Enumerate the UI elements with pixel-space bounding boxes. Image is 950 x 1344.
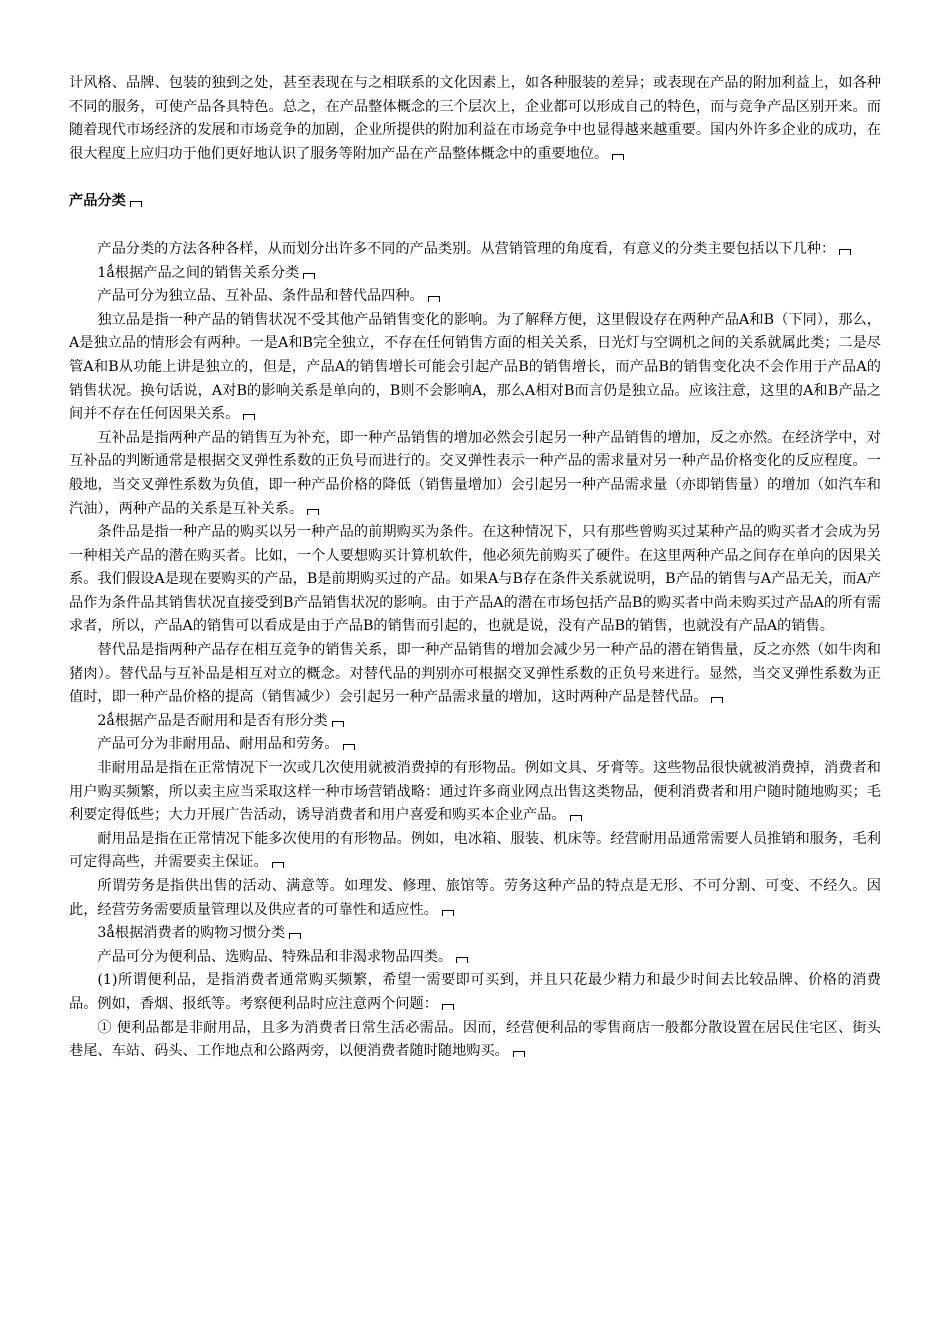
paragraph: 条件品是指一种产品的购买以另一种产品的前期购买为条件。在这种情况下，只有那些曾购买过某种产品的购买者才会成为另一种相关产品的潜在购买者。比如，一个人要想购买计算机软件，他必须先前购买了硬件。在这里两种产品之间存在单向的因果关系。我们假设A是现在要购买的产品，B是前期购买过的产品。如果A与B存在条件关系就说明，B产品的销售与A产品无关，而A产品作为条件品其销售状况直接受到B产品销售状况的影响。由于产品A的潜在市场包括产品B的购买者中尚未购买过产品A的所有需求者，所以，产品A的销售可以看成是由于产品B的销售而引起的，也就是说，没有产品B的销售，也就没有产品A的销售。 <box>69 524 881 635</box>
paragraph-mark-icon <box>442 1004 454 1010</box>
paragraph: 所谓劳务是指供出售的活动、满意等。如理发、修理、旅馆等。劳务这种产品的特点是无形、不可分割、可变、不经久。因此，经营劳务需要质量管理以及供应者的可靠性和适应性。 <box>69 878 881 918</box>
paragraph: 替代品是指两种产品存在相互竞争的销售关系，即一种产品销售的增加会减少另一种产品的潜在销售量，反之亦然（如牛肉和猪肉）。替代品与互补品是相互对立的概念。对替代品的判别亦可根据交叉弹性系数的正负号来进行。显然，当交叉弹性系数为正值时，即一种产品价格的提高（销售减少）会引起另一种产品需求量的增加，这时两种产品是替代品。 <box>69 642 881 706</box>
paragraph-mark-icon <box>272 862 284 868</box>
paragraph-mark-icon <box>839 249 851 255</box>
paragraph: 产品分类的方法各种各样，从而划分出许多不同的产品类别。从营销管理的角度看，有意义的分类主要包括以下几种： <box>69 238 881 262</box>
paragraph-mark-icon <box>456 957 468 963</box>
paragraph-mark-icon <box>289 933 301 939</box>
paragraph: 独立品是指一种产品的销售状况不受其他产品销售变化的影响。为了解释方便，这里假设存在两种产品A和B（下同），那么，A是独立品的情形会有两种。一是A和B完全独立，不存在任何销售方面的相关关系，日光灯与空调机之间的关系就属此类；二是尽管A和B从功能上讲是独立的，但是，产品A的销售增长可能会引起产品B的销售增长，而产品B的销售变化决不会作用于产品A的销售状况。换句话说，A对B的影响关系是单向的，B则不会影响A，那么A相对B而言仍是独立品。应该注意，这里的A和B产品之间并不存在任何因果关系。 <box>69 311 881 423</box>
paragraph-mark-icon <box>428 296 440 302</box>
document-page <box>69 72 881 1064</box>
subheading: 2ǻ根据产品是否耐用和是否有形分类 <box>69 710 881 734</box>
paragraph-mark-icon <box>243 414 255 420</box>
paragraph-mark-icon <box>303 273 315 279</box>
subheading: 1ǻ根据产品之间的销售关系分类 <box>69 262 881 286</box>
paragraph-mark-icon <box>513 1051 525 1057</box>
paragraph-mark-icon <box>711 697 723 703</box>
paragraph-mark-icon <box>307 509 319 515</box>
paragraph-mark-icon <box>332 721 344 727</box>
paragraph-mark-icon <box>612 154 624 160</box>
paragraph: ① 便利品都是非耐用品，且多为消费者日常生活必需品。因而，经营便利品的零售商店一般都分散设置在居民住宅区、街头巷尾、车站、码头、工作地点和公路两旁，以便消费者随时随地购买。 <box>69 1019 881 1060</box>
subheading: 3ǻ根据消费者的购物习惯分类 <box>69 922 881 946</box>
paragraph: 互补品是指两种产品的销售互为补充，即一种产品销售的增加必然会引起另一种产品销售的增加，反之亦然。在经济学中，对互补品的判断通常是根据交叉弹性系数的正负号而进行的。交叉弹性表示一种产品的需求量对另一种产品价格变化的反应程度。一般地，当交叉弹性系数为负值，即一种产品价格的降低（销售量增加）会引起另一种产品需求量（亦即销售量）的增加（如汽车和汽油），两种产品的关系是互补关系。 <box>69 429 881 517</box>
paragraph-mark-icon <box>570 815 582 821</box>
paragraph-mark-icon <box>343 744 355 750</box>
paragraph: 耐用品是指在正常情况下能多次使用的有形物品。例如，电冰箱、服装、机床等。经营耐用品通常需要人员推销和服务，毛利可定得高些，并需要卖主保证。 <box>69 830 881 871</box>
paragraph: 产品可分为非耐用品、耐用品和劳务。 <box>69 733 881 757</box>
paragraph-mark-icon <box>130 201 142 207</box>
paragraph: 产品可分为便利品、选购品、特殊品和非渴求物品四类。 <box>69 946 881 970</box>
paragraph-mark-icon <box>442 910 454 916</box>
paragraph: (1)所谓便利品，是指消费者通常购买频繁，希望一需要即可买到，并且只花最少精力和最少时间去比较品牌、价格的消费品。例如，香烟、报纸等。考察便利品时应注意两个问题： <box>69 972 881 1012</box>
paragraph-intro: 计风格、品牌、包装的独到之处，甚至表现在与之相联系的文化因素上，如各种服装的差异；或表现在产品的附加利益上，如各种不同的服务，可使产品各具特色。总之，在产品整体概念的三个层次上，企业都可以形成自己的特色，而与竞争产品区别开来。而随着现代市场经济的发展和市场竞争的加剧，企业所提供的附加利益在市场竞争中也显得越来越重要。国内外许多企业的成功，在很大程度上应归功于他们更好地认识了服务等附加产品在产品整体概念中的重要地位。 <box>69 75 881 162</box>
section-heading: 产品分类 <box>69 190 881 214</box>
paragraph: 非耐用品是指在正常情况下一次或几次使用就被消费掉的有形物品。例如文具、牙膏等。这些物品很快就被消费掉，消费者和用户购买频繁，所以卖主应当采取这样一种市场营销战略：通过许多商业网点出售这类物品，便利消费者和用户随时随地购买；毛利要定得低些；大力开展广告活动，诱导消费者和用户喜爱和购买本企业产品。 <box>69 760 881 824</box>
paragraph: 产品可分为独立品、互补品、条件品和替代品四种。 <box>69 285 881 309</box>
